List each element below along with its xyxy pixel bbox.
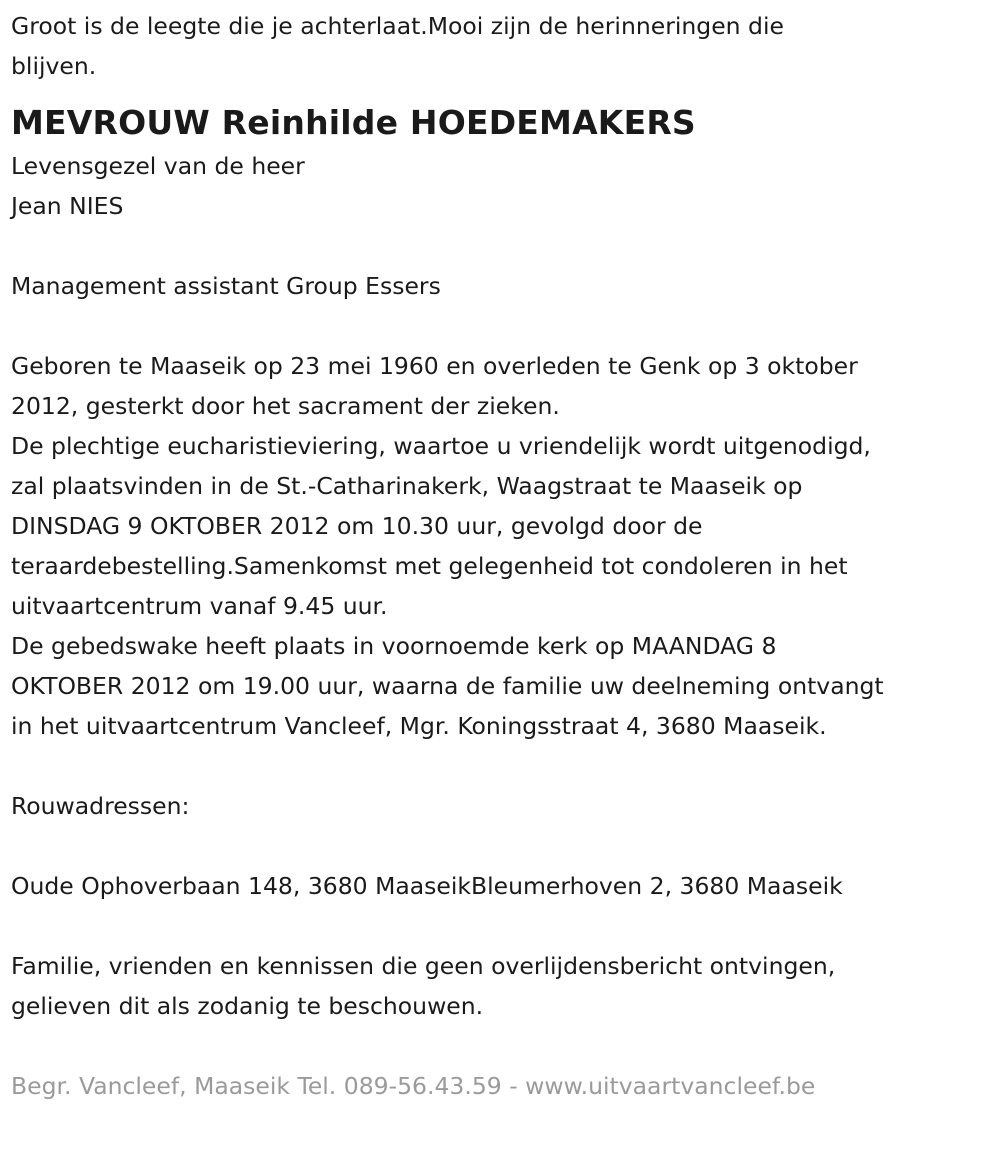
occupation: Management assistant Group Essers bbox=[11, 272, 441, 300]
body-line: in het uitvaartcentrum Vancleef, Mgr. Koningsstraat 4, 3680 Maaseik. bbox=[11, 712, 827, 740]
quote-line-1: Groot is de leegte die je achterlaat.Mooi zijn de herinneringen die bbox=[11, 12, 784, 40]
spacer bbox=[11, 906, 990, 946]
quote-line-2: blijven. bbox=[11, 52, 97, 80]
body-line: De plechtige eucharistieviering, waartoe u vriendelijk wordt uitgenodigd, bbox=[11, 432, 871, 460]
body-line: De gebedswake heeft plaats in voornoemde kerk op MAANDAG 8 bbox=[11, 632, 777, 660]
body-line: DINSDAG 9 OKTOBER 2012 om 10.30 uur, gevolgd door de bbox=[11, 512, 703, 540]
funeral-home-footer: Begr. Vancleef, Maaseik Tel. 089-56.43.59 - www.uitvaartvancleef.be bbox=[11, 1072, 816, 1100]
partner-name: Jean NIES bbox=[11, 192, 124, 220]
body-line: Geboren te Maaseik op 23 mei 1960 en overleden te Genk op 3 oktober bbox=[11, 352, 858, 380]
mourning-addresses: Oude Ophoverbaan 148, 3680 MaaseikBleumerhoven 2, 3680 Maaseik bbox=[11, 872, 843, 900]
spacer bbox=[11, 1026, 990, 1066]
notice-line-1: Familie, vrienden en kennissen die geen overlijdensbericht ontvingen, bbox=[11, 952, 836, 980]
body-line: teraardebestelling.Samenkomst met gelegenheid tot condoleren in het bbox=[11, 552, 848, 580]
spacer bbox=[11, 306, 990, 346]
notice-line-2: gelieven dit als zodanig te beschouwen. bbox=[11, 992, 484, 1020]
body-line: 2012, gesterkt door het sacrament der zieken. bbox=[11, 392, 560, 420]
deceased-name: MEVROUW Reinhilde HOEDEMAKERS bbox=[11, 103, 696, 142]
spacer bbox=[11, 746, 990, 786]
ceremony-details bbox=[11, 346, 990, 746]
partner-line-1: Levensgezel van de heer bbox=[11, 152, 305, 180]
spacer bbox=[11, 826, 990, 866]
body-line: zal plaatsvinden in de St.-Catharinakerk, Waagstraat te Maaseik op bbox=[11, 472, 803, 500]
body-line: OKTOBER 2012 om 19.00 uur, waarna de familie uw deelneming ontvangt bbox=[11, 672, 884, 700]
memorial-quote bbox=[11, 6, 990, 86]
spacer bbox=[11, 226, 990, 266]
body-line: uitvaartcentrum vanaf 9.45 uur. bbox=[11, 592, 388, 620]
addresses-heading: Rouwadressen: bbox=[11, 792, 190, 820]
